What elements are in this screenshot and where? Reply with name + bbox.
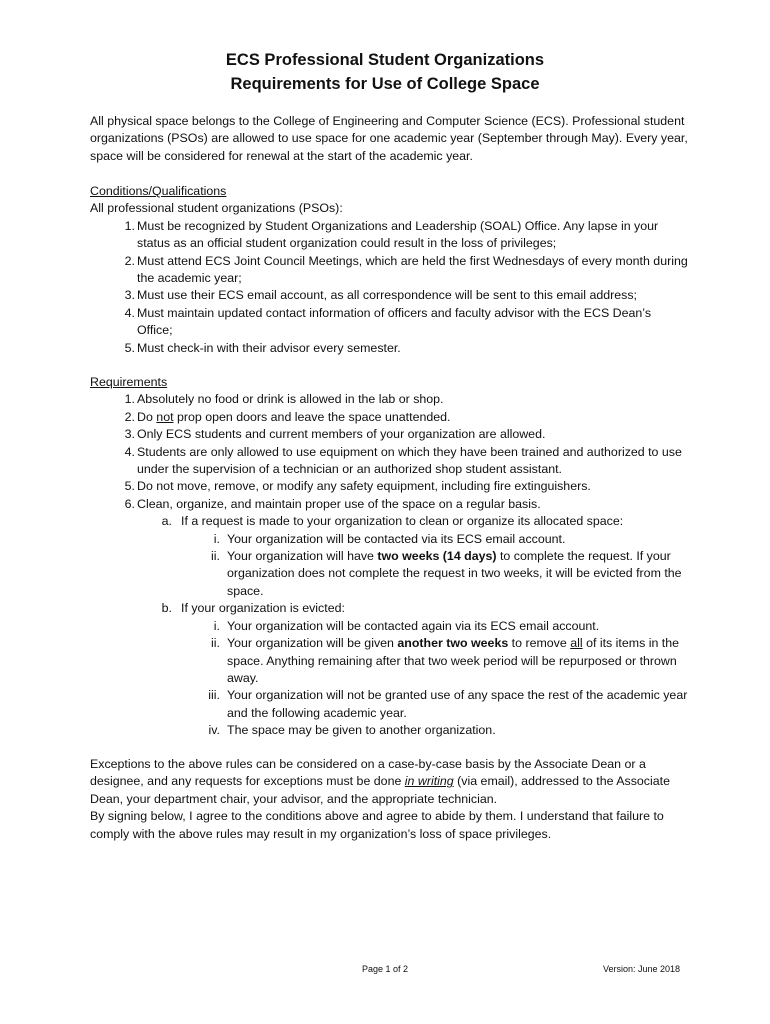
condition-item	[90, 218, 690, 253]
condition-item	[90, 340, 690, 357]
requirements-section	[90, 374, 690, 740]
exceptions-paragraph	[90, 756, 690, 808]
condition-item	[90, 253, 690, 288]
emphasis-not: not	[156, 409, 174, 424]
item-number: 2.	[124, 253, 135, 268]
item-roman: i.	[213, 531, 220, 546]
condition-item	[90, 305, 690, 340]
item-text-post: prop open doors and leave the space unattended.	[173, 409, 451, 424]
requirement-item	[90, 391, 690, 408]
conditions-lead: All professional student organizations (PSOs):	[90, 201, 343, 216]
requirement-item	[90, 409, 690, 426]
item-roman: iv.	[208, 723, 220, 738]
item-number: 4.	[124, 444, 135, 459]
page-number: Page 1 of 2	[362, 964, 409, 974]
item-roman: iii.	[208, 688, 220, 703]
item-number: 5.	[124, 340, 135, 355]
item-text: Students are only allowed to use equipment on which they have been trained and authorized to use under the supervision of a technician or an authorized shop student assistant.	[137, 444, 682, 477]
version-label: Version: June 2018	[603, 964, 681, 974]
condition-item	[90, 287, 690, 304]
item-text: Your organization will be contacted via its ECS email account.	[227, 531, 566, 546]
item-roman: ii.	[211, 636, 220, 651]
item-number: 2.	[124, 409, 135, 424]
item-text-mid: to remove	[508, 636, 571, 651]
title-line-2: Requirements for Use of College Space	[230, 75, 540, 93]
item-roman: ii.	[211, 549, 220, 564]
sub-sub-item	[90, 531, 690, 548]
item-text: The space may be given to another organization.	[227, 723, 496, 738]
sub-item	[90, 513, 690, 530]
item-text-pre: Do	[137, 409, 157, 424]
item-text: If your organization is evicted:	[181, 601, 345, 616]
item-number: 5.	[124, 479, 135, 494]
item-text: Absolutely no food or drink is allowed in the lab or shop.	[137, 392, 444, 407]
sub-sub-item	[90, 548, 690, 600]
item-letter: b.	[161, 601, 172, 616]
agreement-paragraph: By signing below, I agree to the conditions above and agree to abide by them. I understand that failure to comply with the above rules may result in my organization’s loss of space privileges.	[90, 809, 664, 841]
item-text: Do not move, remove, or modify any safety equipment, including fire extinguishers.	[137, 479, 591, 494]
sub-sub-item	[90, 722, 690, 739]
closing-section	[90, 756, 690, 843]
item-number: 4.	[124, 305, 135, 320]
item-text-post: of its items in the space. Anything remaining after that two week period will be repurposed or thrown away.	[227, 636, 680, 685]
requirement-item	[90, 478, 690, 495]
sub-sub-item	[90, 635, 690, 687]
intro-paragraph: All physical space belongs to the College of Engineering and Computer Science (ECS). Professional student organizations (PSOs) are allowed to use space for one academic year (September through May). Every year, space will be considered for renewal at the start of the academic year.	[90, 114, 688, 163]
item-text: Your organization will not be granted use of any space the rest of the academic year and the following academic year.	[227, 688, 688, 720]
item-text: Must check-in with their advisor every semester.	[137, 340, 401, 355]
item-text: Your organization will be contacted again via its ECS email account.	[227, 618, 600, 633]
item-text: Must maintain updated contact information of officers and faculty advisor with the ECS Dean’s Office;	[137, 305, 652, 338]
requirement-item	[90, 496, 690, 513]
item-text-pre: Your organization will have	[227, 549, 378, 564]
item-text: Must be recognized by Student Organizations and Leadership (SOAL) Office. Any lapse in your status as an official student organization could result in the loss of privileges;	[137, 218, 659, 251]
bold-another-two-weeks: another two weeks	[397, 636, 509, 651]
item-text-pre: Your organization will be given	[227, 636, 398, 651]
item-roman: i.	[213, 618, 220, 633]
item-letter: a.	[161, 514, 172, 529]
conditions-section	[90, 183, 690, 357]
requirements-heading: Requirements	[90, 375, 168, 389]
sub-item	[90, 600, 690, 617]
item-number: 1.	[124, 218, 135, 233]
text-pre: Exceptions to the above rules can be considered on a case-by-case basis by the Associate Dean or a designee, and any requests for exceptions must be done	[90, 757, 646, 789]
requirement-item	[90, 444, 690, 479]
emphasis-all: all	[570, 636, 583, 651]
emphasis-in-writing: in writing	[404, 774, 454, 789]
item-text: Only ECS students and current members of your organization are allowed.	[137, 427, 546, 442]
item-text: Must attend ECS Joint Council Meetings, which are held the first Wednesdays of every month during the academic year;	[137, 253, 688, 286]
conditions-heading: Conditions/Qualifications	[90, 184, 227, 198]
item-number: 1.	[124, 392, 135, 407]
item-text: Clean, organize, and maintain proper use of the space on a regular basis.	[137, 496, 541, 511]
item-number: 3.	[124, 427, 135, 442]
text-post: (via email), addressed to the Associate Dean, your department chair, your advisor, and the appropriate technician.	[90, 774, 670, 806]
item-text-post: to complete the request. If your organization does not complete the request in two weeks, it will be evicted from the space.	[227, 549, 682, 598]
title-line-1: ECS Professional Student Organizations	[225, 51, 545, 69]
requirement-item	[90, 426, 690, 443]
item-text: Must use their ECS email account, as all correspondence will be sent to this email address;	[137, 288, 637, 303]
sub-sub-item	[90, 687, 690, 722]
item-text: If a request is made to your organization to clean or organize its allocated space:	[181, 514, 624, 529]
item-number: 3.	[124, 288, 135, 303]
sub-sub-item	[90, 618, 690, 635]
item-number: 6.	[124, 496, 135, 511]
bold-two-weeks: two weeks (14 days)	[377, 549, 497, 564]
